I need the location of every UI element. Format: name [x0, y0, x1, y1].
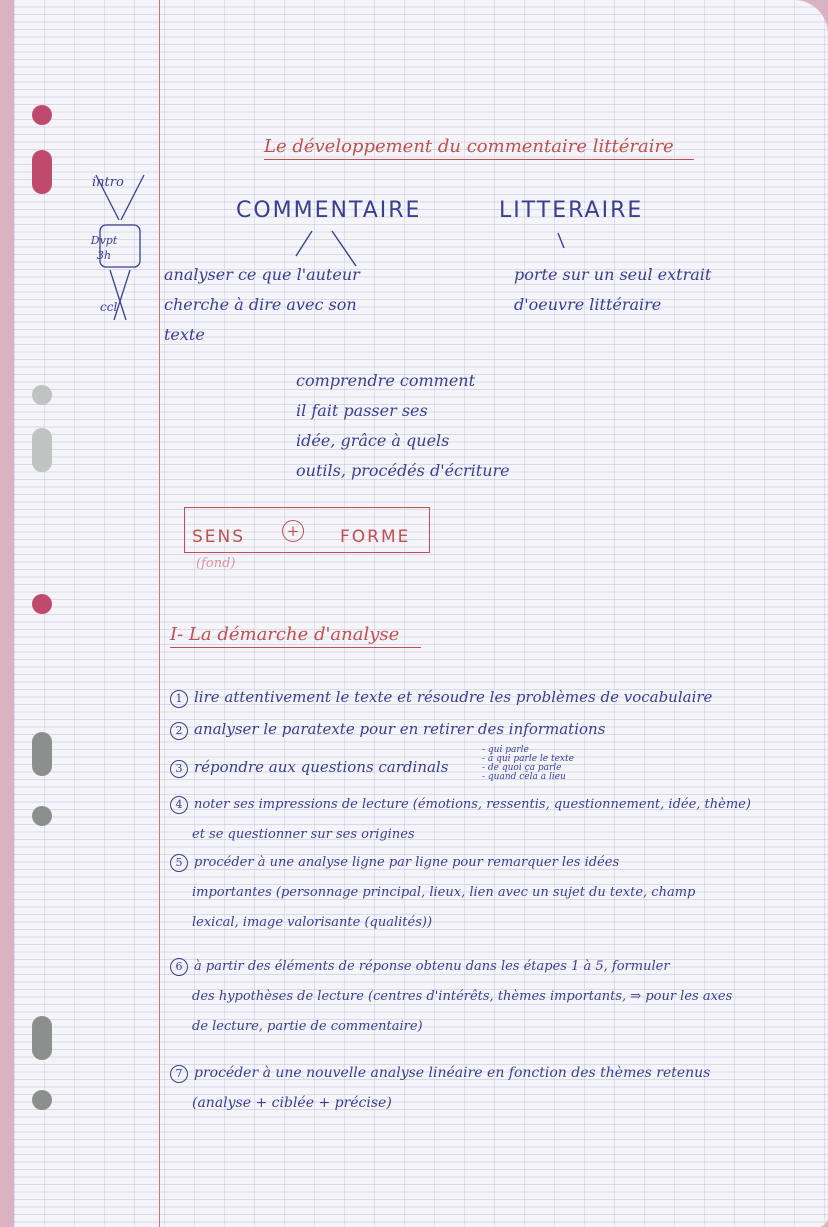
binder-hole: [32, 594, 52, 614]
page-title: Le développement du commentaire littéraire: [264, 136, 694, 160]
step-text: noter ses impressions de lecture (émotions, ressentis, questionnement, idée, thème): [194, 797, 751, 812]
step-2: [170, 720, 605, 740]
step-text: analyser le paratexte pour en retirer des informations: [194, 720, 606, 738]
step-5: [170, 848, 695, 938]
box-plus: +: [282, 520, 304, 542]
step-number: 1: [170, 690, 188, 708]
right-def-line: porte sur un seul extrait: [514, 265, 712, 284]
left-def-line: texte: [164, 325, 205, 344]
right-def-line: d'oeuvre littéraire: [514, 295, 662, 314]
step-text: lire attentivement le texte et résoudre les problèmes de vocabulaire: [194, 688, 713, 706]
box-note: (fond): [196, 556, 236, 571]
cardinal-note: - de quoi ça parle: [482, 763, 562, 773]
center-def-line: il fait passer ses: [296, 401, 428, 420]
step-text: répondre aux questions cardinals: [194, 758, 449, 776]
cardinal-note: - qui parle: [482, 745, 529, 755]
step-text: importantes (personnage principal, lieux, lien avec un sujet du texte, champ: [192, 885, 696, 900]
step-text: et se questionner sur ses origines: [192, 827, 415, 842]
word-litteraire: LITTERAIRE: [499, 198, 644, 223]
binder-hole: [32, 806, 52, 826]
branch-line-right: [552, 230, 572, 254]
step-text: (analyse + ciblée + précise): [192, 1095, 392, 1111]
box-forme: FORME: [340, 527, 411, 547]
left-def-line: analyser ce que l'auteur: [164, 265, 360, 284]
left-definition: [164, 260, 360, 350]
step-text: à partir des éléments de réponse obtenu dans les étapes 1 à 5, formuler: [194, 959, 670, 974]
center-def-line: outils, procédés d'écriture: [296, 461, 510, 480]
plan-development: Dvpt 3h: [90, 234, 118, 262]
binder-hole: [32, 150, 52, 194]
left-def-line: cherche à dire avec son: [164, 295, 357, 314]
step-number: 2: [170, 722, 188, 740]
section-title: I- La démarche d'analyse: [170, 624, 421, 648]
center-def-line: comprendre comment: [296, 371, 476, 390]
step-number: 3: [170, 760, 188, 778]
word-commentaire: COMMENTAIRE: [236, 198, 422, 223]
step-number: 6: [170, 958, 188, 976]
step-text: de lecture, partie de commentaire): [192, 1019, 423, 1034]
cardinal-notes: [482, 746, 574, 782]
binder-hole: [32, 732, 52, 776]
binder-hole: [32, 105, 52, 125]
step-text: des hypothèses de lecture (centres d'intérêts, thèmes importants, ⇒ pour les axes: [192, 989, 733, 1004]
step-7: [170, 1058, 710, 1118]
center-definition: [296, 366, 510, 486]
step-number: 4: [170, 796, 188, 814]
step-number: 5: [170, 854, 188, 872]
binder-hole: [32, 385, 52, 405]
step-3: [170, 758, 448, 778]
plan-conclusion: ccl: [100, 300, 118, 314]
binder-hole: [32, 1016, 52, 1060]
step-1: [170, 688, 712, 708]
box-sens: SENS: [192, 527, 246, 547]
step-6: [170, 952, 732, 1042]
binder-hole: [32, 1090, 52, 1110]
binder-hole: [32, 428, 52, 472]
step-4: [170, 790, 751, 850]
right-definition: [514, 260, 711, 320]
center-def-line: idée, grâce à quels: [296, 431, 450, 450]
plan-intro: intro: [92, 175, 124, 190]
step-text: lexical, image valorisante (qualités)): [192, 915, 433, 930]
step-text: procéder à une analyse ligne par ligne pour remarquer les idées: [194, 855, 620, 870]
notebook-page: [14, 0, 828, 1227]
cardinal-note: - à qui parle le texte: [482, 754, 574, 764]
step-text: procéder à une nouvelle analyse linéaire en fonction des thèmes retenus: [194, 1065, 711, 1081]
cardinal-note: - quand cela a lieu: [482, 772, 566, 782]
step-number: 7: [170, 1065, 188, 1083]
